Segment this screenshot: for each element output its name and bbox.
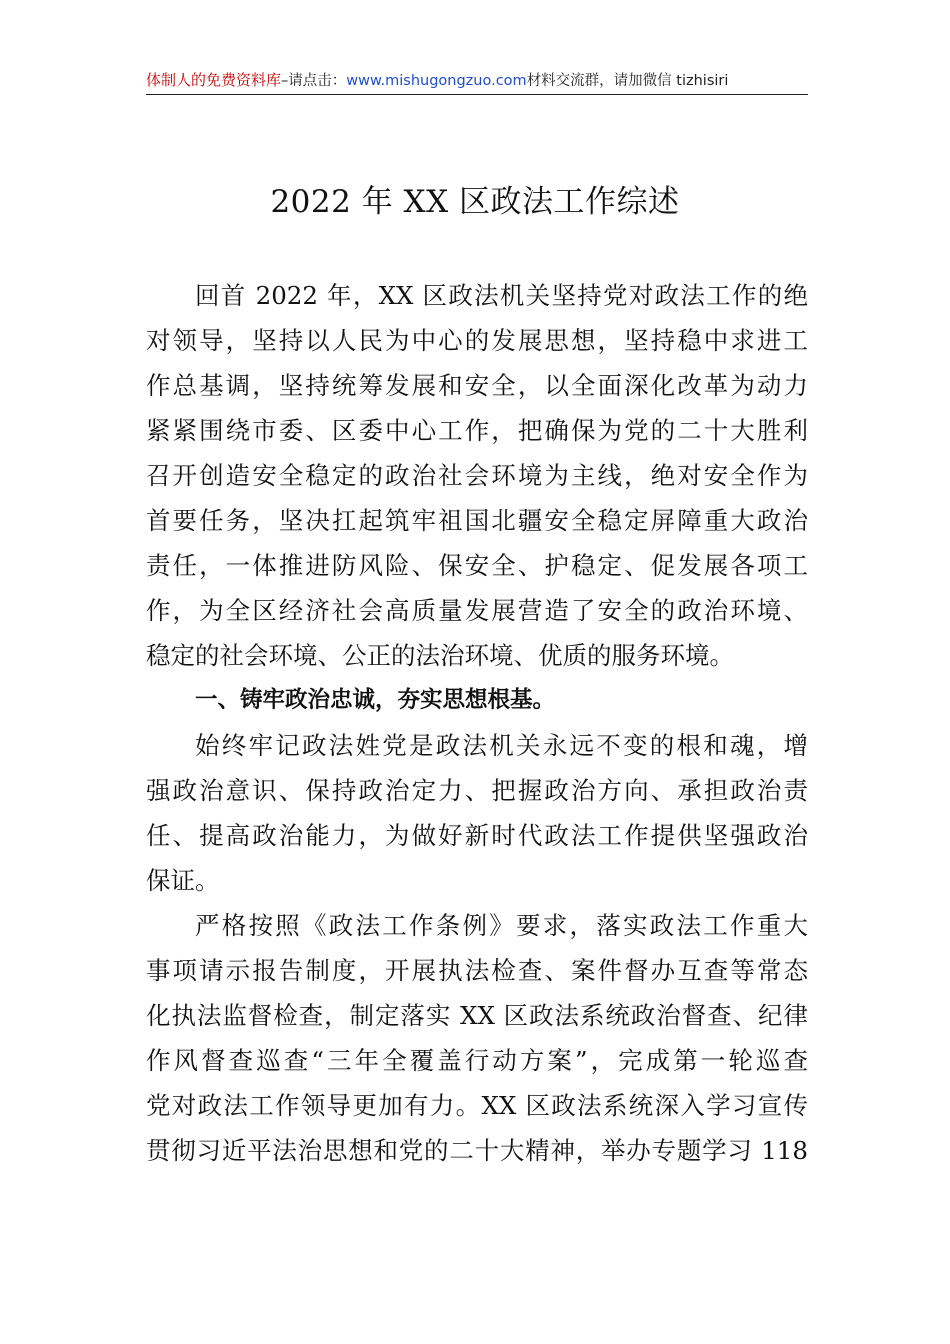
text-line: 作风督查巡查“三年全覆盖行动方案”，完成第一轮巡查 xyxy=(146,1046,808,1075)
section-heading: 一、铸牢政治忠诚，夯实思想根基。 xyxy=(195,687,556,713)
text-line: 对领导，坚持以人民为中心的发展思想，坚持稳中求进工 xyxy=(146,326,808,355)
text-line: 任、提高政治能力，为做好新时代政法工作提供坚强政治 xyxy=(146,821,808,850)
document-body xyxy=(146,273,808,1173)
text-line: 稳定的社会环境、公正的法治环境、优质的服务环境。 xyxy=(146,641,734,670)
text-line: 召开创造安全稳定的政治社会环境为主线，绝对安全作为 xyxy=(146,461,808,490)
header-brand: 体制人的免费资料库 xyxy=(146,71,282,89)
header-note: 材料交流群，请加微信 tizhisiri xyxy=(526,73,729,89)
text-line: 贯彻习近平法治思想和党的二十大精神，举办专题学习 118 xyxy=(146,1136,808,1165)
paragraph-section-2 xyxy=(146,903,808,1173)
text-line: 紧紧围绕市委、区委中心工作，把确保为党的二十大胜利 xyxy=(146,416,808,445)
text-line: 作，为全区经济社会高质量发展营造了安全的政治环境、 xyxy=(146,596,808,625)
text-line: 回首 2022 年，XX 区政法机关坚持党对政法工作的绝 xyxy=(195,281,808,310)
document-header xyxy=(146,70,808,95)
text-line: 保证。 xyxy=(146,866,220,895)
text-line: 作总基调，坚持统筹发展和安全，以全面深化改革为动力 xyxy=(146,371,808,400)
text-line: 首要任务，坚决扛起筑牢祖国北疆安全稳定屏障重大政治 xyxy=(146,506,808,535)
header-prompt: –请点击： xyxy=(281,73,347,89)
header-url-link[interactable]: www.mishugongzuo.com xyxy=(346,73,527,89)
text-line: 事项请示报告制度，开展执法检查、案件督办互查等常态 xyxy=(146,956,808,985)
text-line: 责任，一体推进防风险、保安全、护稳定、促发展各项工 xyxy=(146,551,808,580)
text-line: 强政治意识、保持政治定力、把握政治方向、承担政治责 xyxy=(146,776,808,805)
paragraph-intro xyxy=(146,273,808,678)
text-line: 化执法监督检查，制定落实 XX 区政法系统政治督查、纪律 xyxy=(146,1001,808,1030)
paragraph-section-1 xyxy=(146,723,808,903)
text-line: 党对政法工作领导更加有力。XX 区政法系统深入学习宣传 xyxy=(146,1091,808,1120)
text-line: 严格按照《政法工作条例》要求，落实政法工作重大 xyxy=(195,911,808,940)
text-line: 始终牢记政法姓党是政法机关永远不变的根和魂，增 xyxy=(195,731,808,760)
document-title: 2022 年 XX 区政法工作综述 xyxy=(270,184,680,220)
